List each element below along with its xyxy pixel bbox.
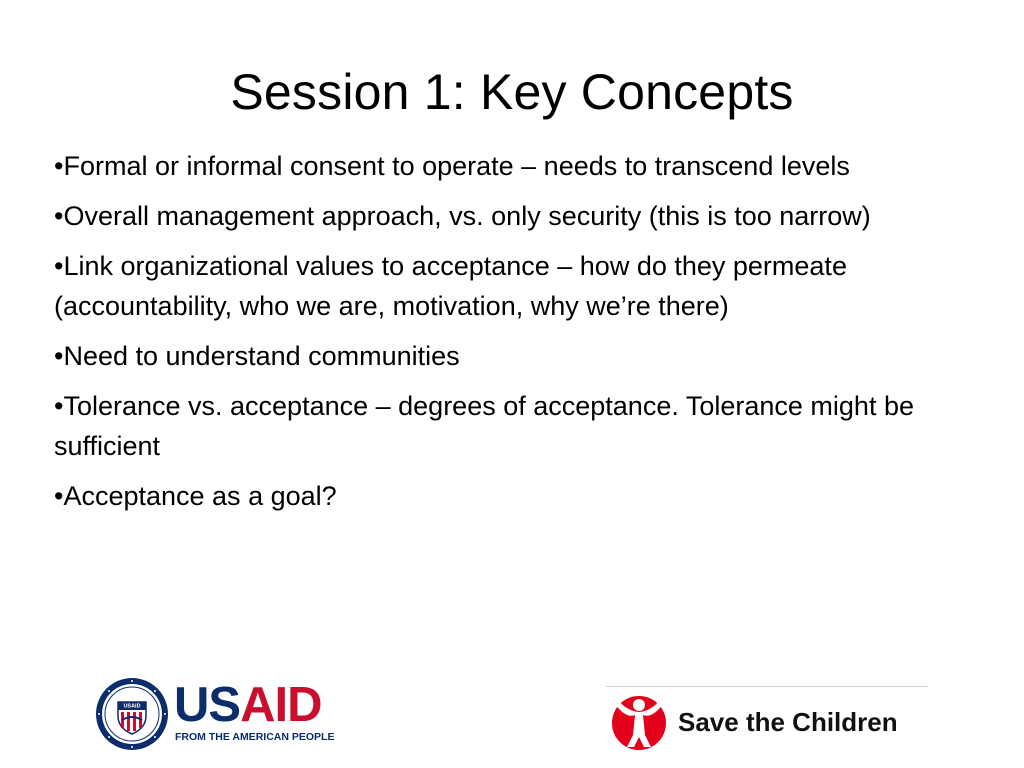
usaid-tagline: FROM THE AMERICAN PEOPLE xyxy=(175,731,335,743)
usaid-wordmark xyxy=(174,680,321,730)
bullet-item xyxy=(54,146,934,186)
bullet-marker: • xyxy=(54,391,64,421)
bullet-item xyxy=(54,386,934,466)
usaid-seal-icon xyxy=(94,676,170,752)
save-the-children-name: Save the Children xyxy=(678,707,898,737)
bullet-text: Tolerance vs. acceptance – degrees of acceptance. Tolerance might be sufficient xyxy=(54,391,914,461)
usaid-word-us: US xyxy=(174,678,241,732)
bullet-item xyxy=(54,476,934,516)
bullet-item xyxy=(54,246,934,326)
slide-title: Session 1: Key Concepts xyxy=(230,64,794,120)
bullet-marker: • xyxy=(54,341,64,371)
save-the-children-logo xyxy=(606,686,928,751)
usaid-logo xyxy=(94,676,344,752)
bullet-list xyxy=(54,146,934,526)
bullet-item xyxy=(54,336,934,376)
bullet-marker: • xyxy=(54,201,64,231)
save-the-children-emblem-icon xyxy=(608,689,670,751)
bullet-item xyxy=(54,196,934,236)
usaid-seal-text: USAID xyxy=(123,703,141,710)
usaid-word-aid: AID xyxy=(240,678,322,732)
bullet-marker: • xyxy=(54,481,64,511)
bullet-marker: • xyxy=(54,151,64,181)
bullet-text: Acceptance as a goal? xyxy=(63,481,337,511)
bullet-text: Need to understand communities xyxy=(63,341,460,371)
bullet-text: Link organizational values to acceptance – how do they permeate (accountability, who we are, motivation, why we’re there) xyxy=(54,251,847,321)
bullet-marker: • xyxy=(54,251,64,281)
bullet-text: Formal or informal consent to operate – needs to transcend levels xyxy=(63,151,850,181)
bullet-text: Overall management approach, vs. only security (this is too narrow) xyxy=(63,201,871,231)
